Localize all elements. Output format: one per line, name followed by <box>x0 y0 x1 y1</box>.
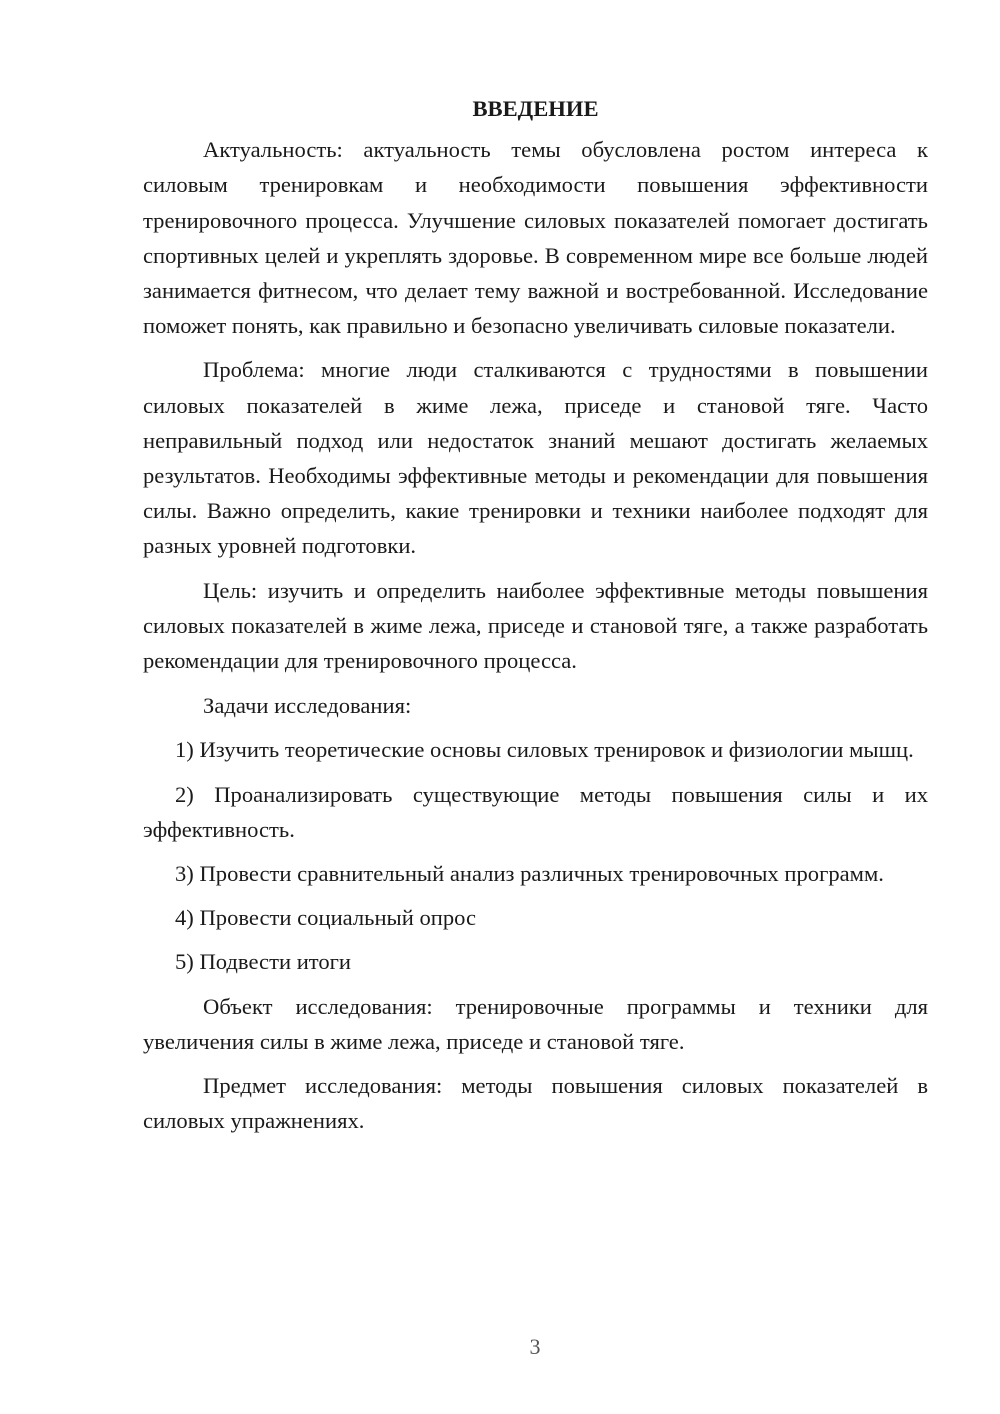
goal-paragraph: Цель: изучить и определить наиболее эффективные методы повышения силовых показателей в жиме лежа, приседе и становой тяге, а также разработать рекомендации для тренировочного процесса. <box>143 577 928 674</box>
problem-paragraph: Проблема: многие люди сталкиваются с трудностями в повышении силовых показателей в жиме лежа, приседе и становой тяге. Часто неправильный подход или недостаток знаний мешают достигать желаемых результатов. Необходимы эффективные методы и рекомендации для повышения силы. Важно определить, какие тренировки и техники наиболее подходят для разных уровней подготовки. <box>143 357 928 559</box>
relevance-paragraph: Актуальность: актуальность темы обусловлена ростом интереса к силовым тренировкам и необходимости повышения эффективности тренировочного процесса. Улучшение силовых показателей помогает достигать спортивных целей и укреплять здоровье. В современном мире все больше людей занимается фитнесом, что делает тему важной и востребованной. Исследование поможет понять, как правильно и безопасно увеличивать силовые показатели. <box>143 137 928 339</box>
subject-paragraph: Предмет исследования: методы повышения силовых показателей в силовых упражнениях. <box>143 1073 928 1134</box>
page-number: 3 <box>529 1334 541 1359</box>
section-heading: ВВЕДЕНИЕ <box>472 96 599 121</box>
object-paragraph: Объект исследования: тренировочные программы и техники для увеличения силы в жиме лежа, приседе и становой тяге. <box>143 993 928 1054</box>
task-item-3: 3) Провести сравнительный анализ различных тренировочных программ. <box>175 861 884 887</box>
task-item-1: 1) Изучить теоретические основы силовых тренировок и физиологии мышц. <box>175 737 914 763</box>
task-item-5: 5) Подвести итоги <box>175 949 352 975</box>
document-body <box>143 91 928 1138</box>
task-item-2: 2) Проанализировать существующие методы повышения силы и их эффективность. <box>143 781 928 842</box>
task-item-4: 4) Провести социальный опрос <box>175 905 477 931</box>
tasks-heading: Задачи исследования: <box>203 693 412 719</box>
